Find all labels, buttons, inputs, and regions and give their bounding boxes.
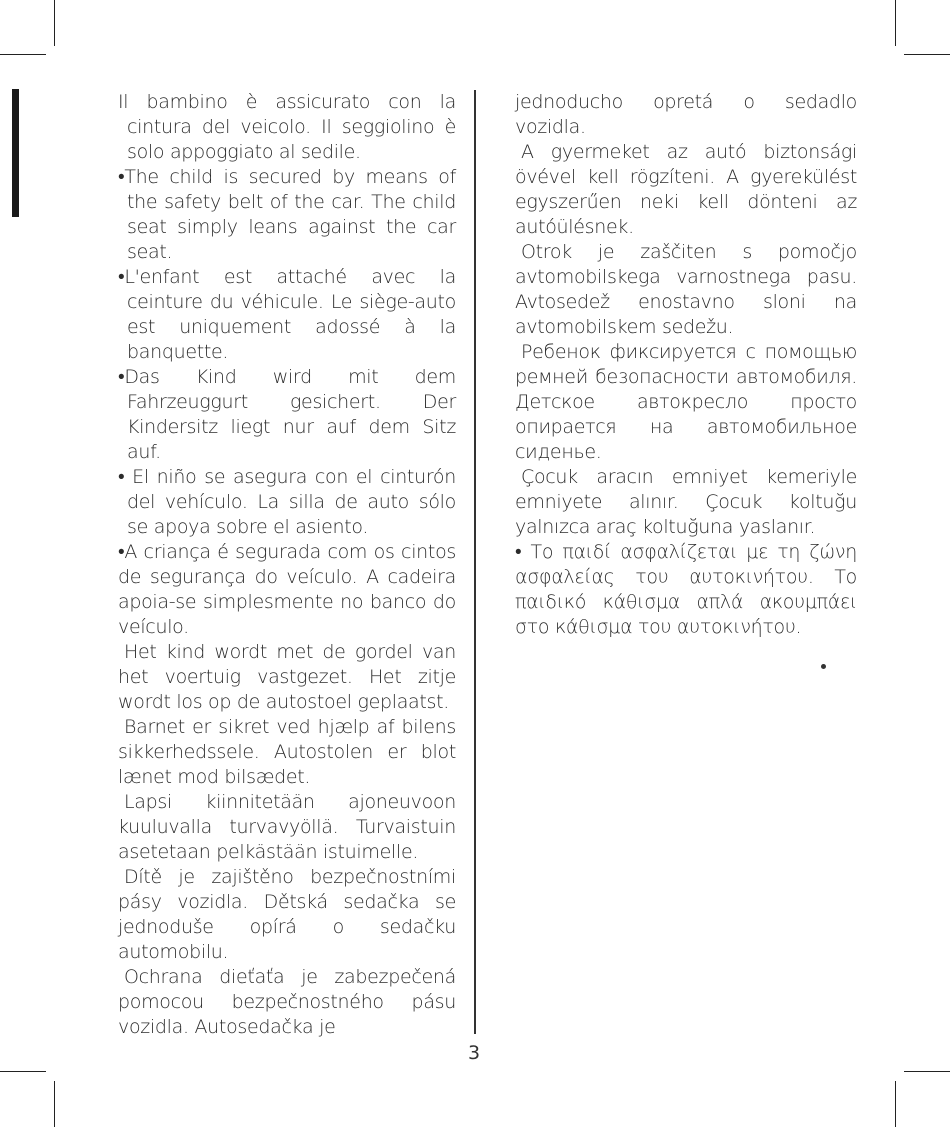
paragraph-it: Il bambino è assicurato con la cintura del veicolo. Il seggiolino è solo appoggiato al sedile. [118,91,456,163]
left-column [118,90,456,1040]
crop-mark-br-v [895,1081,896,1127]
crop-mark-tl-v [54,0,55,46]
paragraph-cs: Dítě je zajištěno bezpečnostními pásy vozidla. Dětská sedačka se jednoduše opírá o sedačku automobilu. [118,866,456,963]
paragraph-hu: A gyermeket az autó biztonsági övével kell rögzíteni. A gyerekülést egyszerűen neki kell dönteni az autóülésnek. [515,141,857,238]
paragraph-pt: •A criança é segurada com os cintos de segurança do veículo. A cadeira apoia-se simplesmente no banco do veículo. [118,541,456,638]
paragraph-tr: Çocuk aracın emniyet kemeriyle emniyete alınır. Çocuk koltuğu yalnızca araç koltuğuna yaslanır. [515,466,857,538]
paragraph-fr: •L'enfant est attaché avec la ceinture du véhicule. Le siège-auto est uniquement adossé à la banquette. [118,266,456,363]
paragraph-fi: Lapsi kiinnitetään ajoneuvoon kuuluvalla turvavyöllä. Turvaistuin asetetaan pelkästään istuimelle. [118,791,456,863]
section-tab-marker [12,89,19,217]
crop-mark-tl-h [0,54,46,55]
paragraph-da: Barnet er sikret ved hjælp af bilens sikkerhedssele. Autostolen er blot lænet mod bilsædet. [118,716,456,788]
paragraph-sk-start: Ochrana dieťaťa je zabezpečená pomocou bezpečnostného pásu vozidla. Autosedačka je [118,966,456,1038]
crop-mark-br-h [904,1071,950,1072]
paragraph-sk-end: jednoducho opretá o sedadlo vozidla. [515,91,857,138]
paragraph-de: •Das Kind wird mit dem Fahrzeuggurt gesichert. Der Kindersitz liegt nur auf dem Sitz auf. [118,366,456,463]
paragraph-el: • Το παιδί ασφαλίζεται με τη ζώνη ασφαλείας του αυτοκινήτου. Το παιδικό κάθισμα απλά ακουμπάει στο κάθισμα του αυτοκινήτου. [515,541,857,638]
right-column [515,90,857,640]
column-divider [474,90,476,1034]
paragraph-nl: Het kind wordt met de gordel van het voertuig vastgezet. Het zitje wordt los op de autostoel geplaatst. [118,641,456,713]
paragraph-ru: Ребенок фиксируется с помощью ремней безопасности автомобиля. Детское автокресло просто опирается на автомобильное сиденье. [515,341,857,463]
paragraph-es: • El niño se asegura con el cinturón del vehículo. La silla de auto sólo se apoya sobre el asiento. [118,466,456,538]
page-number: 3 [468,1042,481,1064]
crop-mark-tr-h [904,54,950,55]
crop-mark-tr-v [895,0,896,46]
crop-mark-bl-v [54,1081,55,1127]
bullet-dot [821,664,826,669]
paragraph-sl: Otrok je zaščiten s pomočjo avtomobilskega varnostnega pasu. Avtosedež enostavno sloni na avtomobilskem sedežu. [515,241,857,338]
crop-mark-bl-h [0,1071,46,1072]
paragraph-en: •The child is secured by means of the safety belt of the car. The child seat simply leans against the car seat. [118,166,456,263]
